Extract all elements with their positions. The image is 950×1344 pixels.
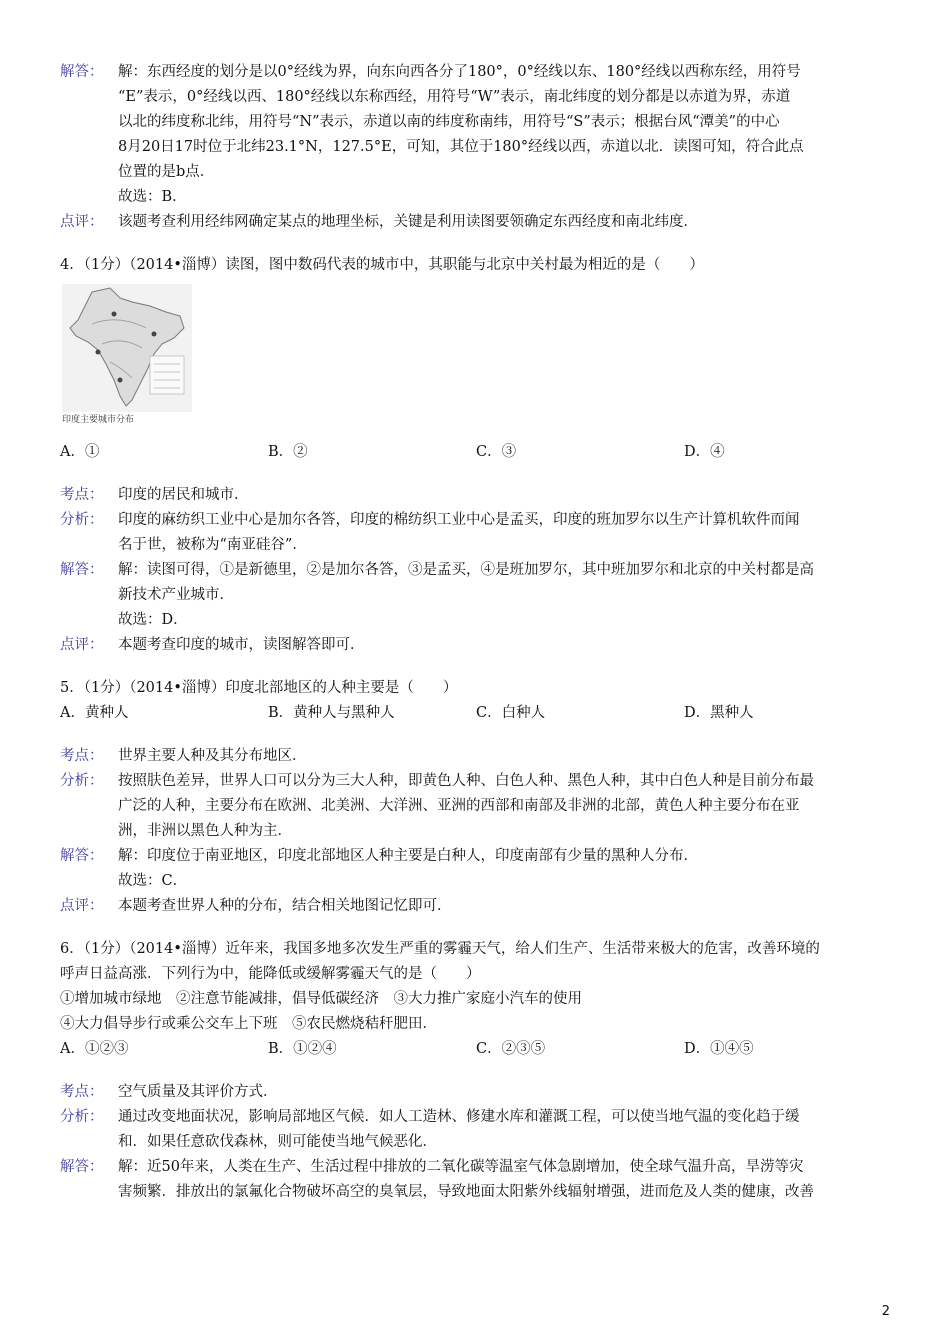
- point-label: 考点：: [60, 1084, 104, 1100]
- q5-options: [60, 701, 895, 726]
- analysis-label: 分析：: [60, 1109, 104, 1125]
- analysis-line: 印度的麻纺织工业中心是加尔各答，印度的棉纺织工业中心是孟买，印度的班加罗尔以生产计算机软件而闻: [118, 512, 800, 528]
- analysis-line: 广泛的人种，主要分布在欧洲、北美洲、大洋洲、亚洲的西部和南部及非洲的北部，黄色人种主要分布在亚: [118, 798, 800, 814]
- comment-label: 点评：: [60, 898, 104, 914]
- q5-point: [60, 744, 895, 769]
- q6-analysis: [60, 1105, 895, 1155]
- stem-line: ④大力倡导步行或乘公交车上下班 ⑤农民燃烧秸秆肥田．: [60, 1016, 437, 1032]
- comment-label: 点评：: [60, 214, 104, 230]
- answer-line: 故选：C．: [118, 873, 188, 889]
- q5-stem: 5．（1分）（2014•淄博）印度北部地区的人种主要是（ ）: [60, 680, 458, 696]
- answer-line: 以北的纬度称北纬，用符号“N”表示，赤道以南的纬度称南纬，用符号“S”表示；根据台风“潭美”的中心: [118, 114, 780, 130]
- answer-line: “E”表示，0°经线以西、180°经线以东称西经，用符号“W”表示，南北纬度的划分都是以赤道为界，赤道: [118, 89, 791, 105]
- q4-stem: 4．（1分）（2014•淄博）读图，图中数码代表的城市中，其职能与北京中关村最为相近的是（ ）: [60, 257, 704, 273]
- q4-answer: [60, 558, 895, 633]
- option-b: B．黄种人与黑种人: [268, 705, 395, 721]
- map-caption: 印度主要城市分布: [62, 415, 135, 425]
- point-text: 印度的居民和城市．: [118, 487, 249, 503]
- comment-text: 该题考查利用经纬网确定某点的地理坐标，关键是利用读图要领确定东西经度和南北纬度．: [118, 214, 698, 230]
- answer-line: 解：印度位于南亚地区，印度北部地区人种主要是白种人，印度南部有少量的黑种人分布．: [118, 848, 698, 864]
- stem-line: 6．（1分）（2014•淄博）近年来，我国多地多次发生严重的雾霾天气，给人们生产、生活带来极大的危害，改善环境的: [60, 941, 820, 957]
- option-c: C．②③⑤: [476, 1041, 546, 1057]
- option-b: B．②: [268, 444, 308, 460]
- answer-line: 8月20日17时位于北纬23.1°N，127.5°E，可知，其位于180°经线以西，赤道以北．读图可知，符合此点: [118, 139, 804, 155]
- comment-text: 本题考查印度的城市，读图解答即可．: [118, 637, 365, 653]
- q4-analysis: [60, 508, 895, 558]
- q4-point: [60, 483, 895, 508]
- q3-comment: [60, 210, 895, 235]
- comment-label: 点评：: [60, 637, 104, 653]
- q3-answer: [60, 60, 895, 210]
- point-text: 空气质量及其评价方式．: [118, 1084, 278, 1100]
- document-page: [60, 60, 895, 1205]
- analysis-line: 和．如果任意砍伐森林，则可能使当地气候恶化．: [118, 1134, 437, 1150]
- answer-line: 害频繁．排放出的氯氟化合物破坏高空的臭氧层，导致地面太阳紫外线辐射增强，进而危及人类的健康，改善: [118, 1184, 814, 1200]
- option-c: C．白种人: [476, 705, 546, 721]
- q6-point: [60, 1080, 895, 1105]
- option-b: B．①②④: [268, 1041, 337, 1057]
- q4-options: [60, 440, 895, 465]
- answer-label: 解答：: [60, 64, 104, 80]
- answer-line: 新技术产业城市．: [118, 587, 234, 603]
- stem-line: ①增加城市绿地 ②注意节能减排，倡导低碳经济 ③大力推广家庭小汽车的使用: [60, 991, 582, 1007]
- answer-line: 故选：B．: [118, 189, 187, 205]
- q5-analysis: [60, 769, 895, 844]
- q5-comment: [60, 894, 895, 919]
- answer-label: 解答：: [60, 1159, 104, 1175]
- point-label: 考点：: [60, 748, 104, 764]
- analysis-label: 分析：: [60, 773, 104, 789]
- option-a: A．①②③: [60, 1041, 129, 1057]
- q4-comment: [60, 633, 895, 658]
- option-d: D．④: [684, 444, 725, 460]
- page-number: 2: [881, 1304, 890, 1319]
- comment-text: 本题考查世界人种的分布，结合相关地图记忆即可．: [118, 898, 452, 914]
- q6-answer: [60, 1155, 895, 1205]
- analysis-line: 按照肤色差异，世界人口可以分为三大人种，即黄色人种、白色人种、黑色人种，其中白色人种是目前分布最: [118, 773, 814, 789]
- analysis-label: 分析：: [60, 512, 104, 528]
- answer-line: 解：读图可得，①是新德里，②是加尔各答，③是孟买，④是班加罗尔，其中班加罗尔和北京的中关村都是高: [118, 562, 814, 578]
- answer-line: 解：东西经度的划分是以0°经线为界，向东向西各分了180°，0°经线以东、180°经线以西称东经，用符号: [118, 64, 801, 80]
- q6-options: [60, 1037, 895, 1062]
- india-map-graphic: [62, 284, 192, 412]
- option-d: D．①④⑤: [684, 1041, 754, 1057]
- answer-line: 解：近50年来，人类在生产、生活过程中排放的二氧化碳等温室气体急剧增加，使全球气温升高，旱涝等灾: [118, 1159, 804, 1175]
- answer-line: 位置的是b点．: [118, 164, 215, 180]
- analysis-line: 通过改变地面状况，影响局部地区气候．如人工造林、修建水库和灌溉工程，可以使当地气温的变化趋于缓: [118, 1109, 800, 1125]
- analysis-line: 洲，非洲以黑色人种为主．: [118, 823, 292, 839]
- india-city-map: [62, 284, 192, 432]
- answer-label: 解答：: [60, 848, 104, 864]
- q5-answer: [60, 844, 895, 894]
- point-label: 考点：: [60, 487, 104, 503]
- stem-line: 呼声日益高涨．下列行为中，能降低或缓解雾霾天气的是（ ）: [60, 966, 481, 982]
- option-c: C．③: [476, 444, 517, 460]
- q6-stem: [60, 937, 895, 1037]
- option-d: D．黑种人: [684, 705, 754, 721]
- analysis-line: 名于世，被称为“南亚硅谷”．: [118, 537, 307, 553]
- point-text: 世界主要人种及其分布地区．: [118, 748, 307, 764]
- answer-label: 解答：: [60, 562, 104, 578]
- option-a: A．①: [60, 444, 100, 460]
- option-a: A．黄种人: [60, 705, 129, 721]
- answer-line: 故选：D．: [118, 612, 188, 628]
